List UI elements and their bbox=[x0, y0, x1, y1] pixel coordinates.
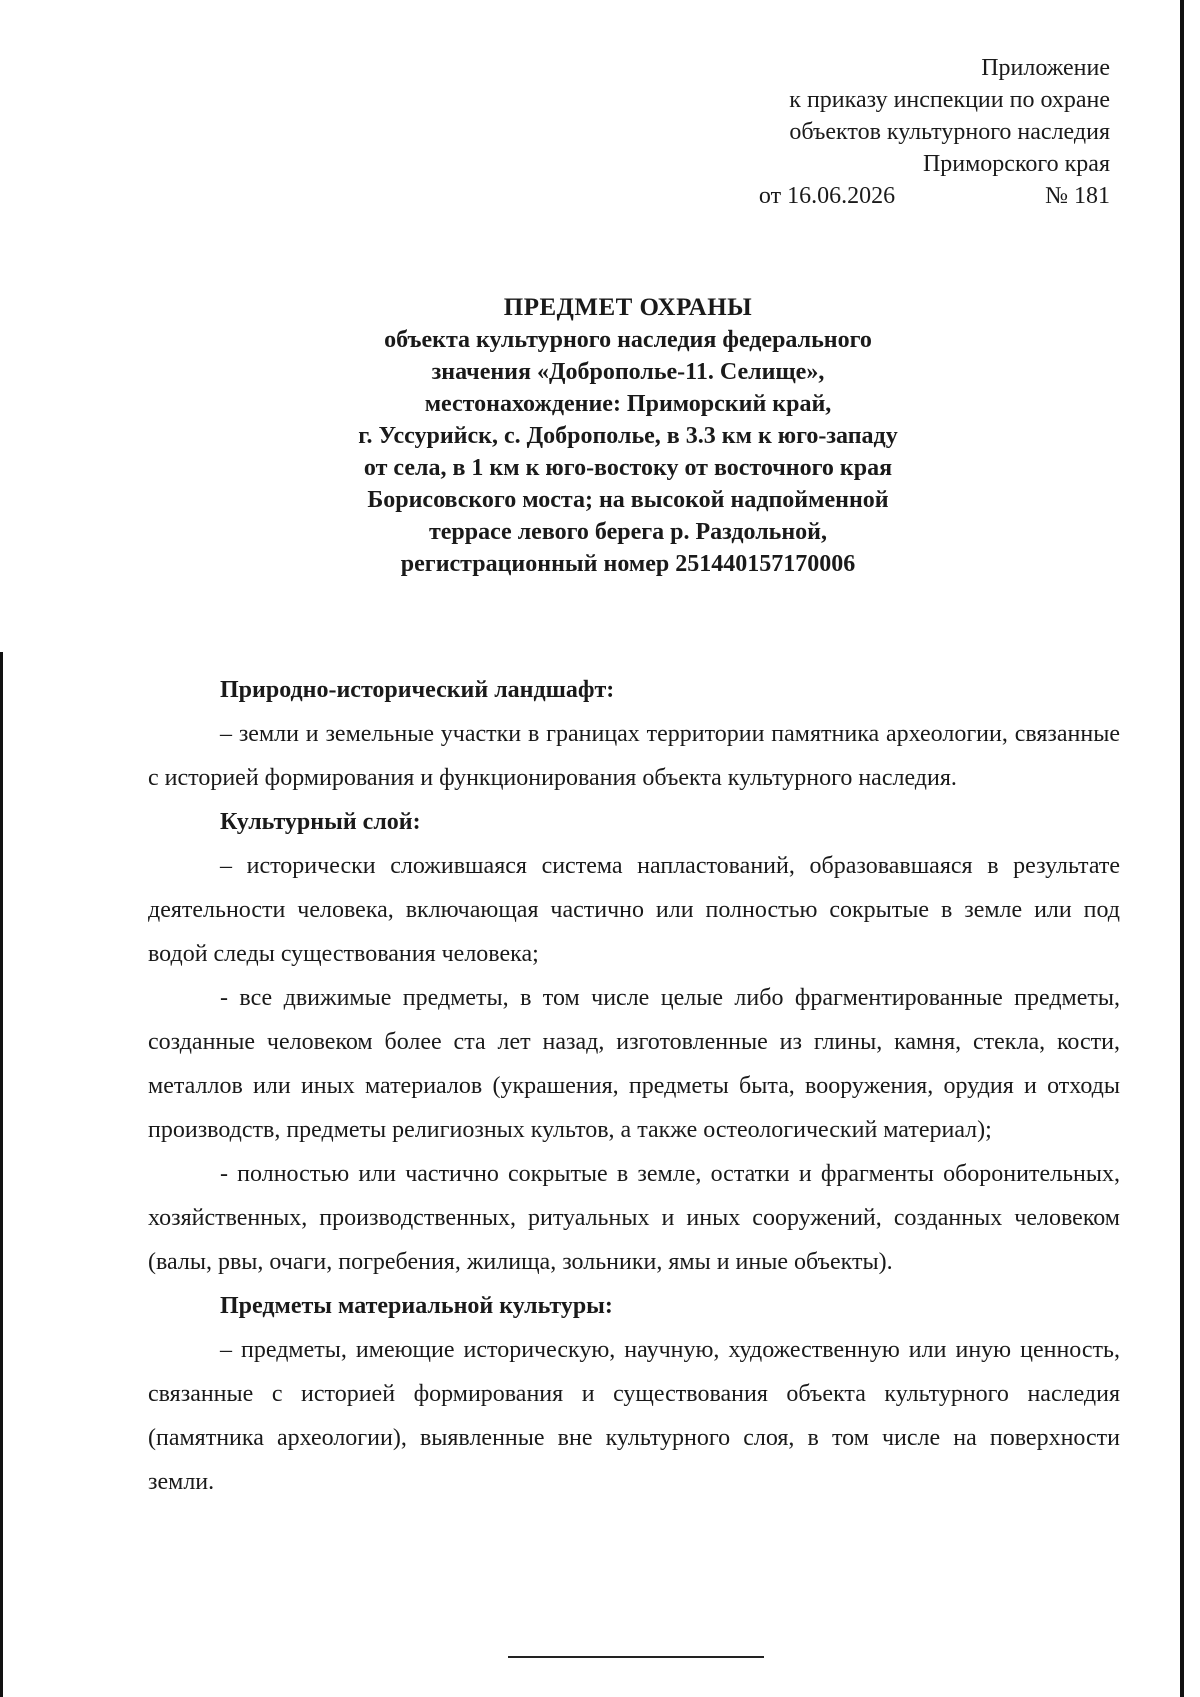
document-body bbox=[148, 668, 1120, 1504]
heading-line: значения «Доброполье-11. Селище», bbox=[431, 359, 825, 385]
document-title: ПРЕДМЕТ ОХРАНЫ bbox=[503, 294, 753, 321]
approval-line-region: Приморского края bbox=[922, 151, 1110, 177]
cultural-layer-paragraph: - полностью или частично сокрытые в земле, остатки и фрагменты оборонительных, хозяйственных, производственных, ритуальных и иных сооружений, созданных человеком (валы, рвы, очаги, погребения, жилища, зольники, ямы и иные объекты). bbox=[148, 1161, 1120, 1275]
material-culture-paragraph: – предметы, имеющие историческую, научную, художественную или иную ценность, связанные с историей формирования и существования объекта культурного наследия (памятника археологии), выявленные вне культурного слоя, в том числе на поверхности земли. bbox=[148, 1337, 1120, 1495]
landscape-paragraph: – земли и земельные участки в границах территории памятника археологии, связанные с историей формирования и функционирования объекта культурного наследия. bbox=[148, 721, 1120, 791]
approval-number: № 181 bbox=[1045, 183, 1110, 209]
heading-line: Борисовского моста; на высокой надпойменной bbox=[367, 487, 889, 513]
approval-date-number-line bbox=[550, 180, 1110, 212]
scan-border-right bbox=[1180, 0, 1184, 1697]
approval-line-order: к приказу инспекции по охране bbox=[789, 87, 1110, 113]
heading-line: г. Уссурийск, с. Доброполье, в 3.3 км к юго-западу bbox=[358, 423, 898, 449]
cultural-layer-paragraph: - все движимые предметы, в том числе целые либо фрагментированные предметы, созданные человеком более ста лет назад, изготовленные из глины, камня, стекла, кости, металлов или иных материалов (украшения, предметы быта, вооружения, орудия и отходы производств, предметы религиозных культов, а также остеологический материал); bbox=[148, 985, 1120, 1143]
footer-divider bbox=[508, 1656, 764, 1658]
approval-date: от 16.06.2026 bbox=[758, 183, 896, 209]
heading-line: объекта культурного наследия федерального bbox=[384, 327, 872, 353]
section-title-material-culture: Предметы материальной культуры: bbox=[220, 1293, 613, 1319]
scan-border-left bbox=[0, 652, 3, 1697]
section-title-landscape: Природно-исторический ландшафт: bbox=[220, 677, 615, 703]
cultural-layer-paragraph: – исторически сложившаяся система напластований, образовавшаяся в результате деятельности человека, включающая частично или полностью сокрытые в земле или под водой следы существования человека; bbox=[148, 853, 1120, 967]
heading-line: регистрационный номер 251440157170006 bbox=[400, 551, 856, 577]
approval-line-objects: объектов культурного наследия bbox=[789, 119, 1110, 145]
section-title-cultural-layer: Культурный слой: bbox=[220, 809, 421, 835]
approval-block bbox=[550, 52, 1110, 212]
heading-line: от села, в 1 км к юго-востоку от восточного края bbox=[363, 455, 893, 481]
heading-line: террасе левого берега р. Раздольной, bbox=[428, 519, 828, 545]
heading-line: местонахождение: Приморский край, bbox=[424, 391, 832, 417]
approval-line-appendix: Приложение bbox=[981, 55, 1110, 81]
document-heading bbox=[160, 292, 1096, 580]
